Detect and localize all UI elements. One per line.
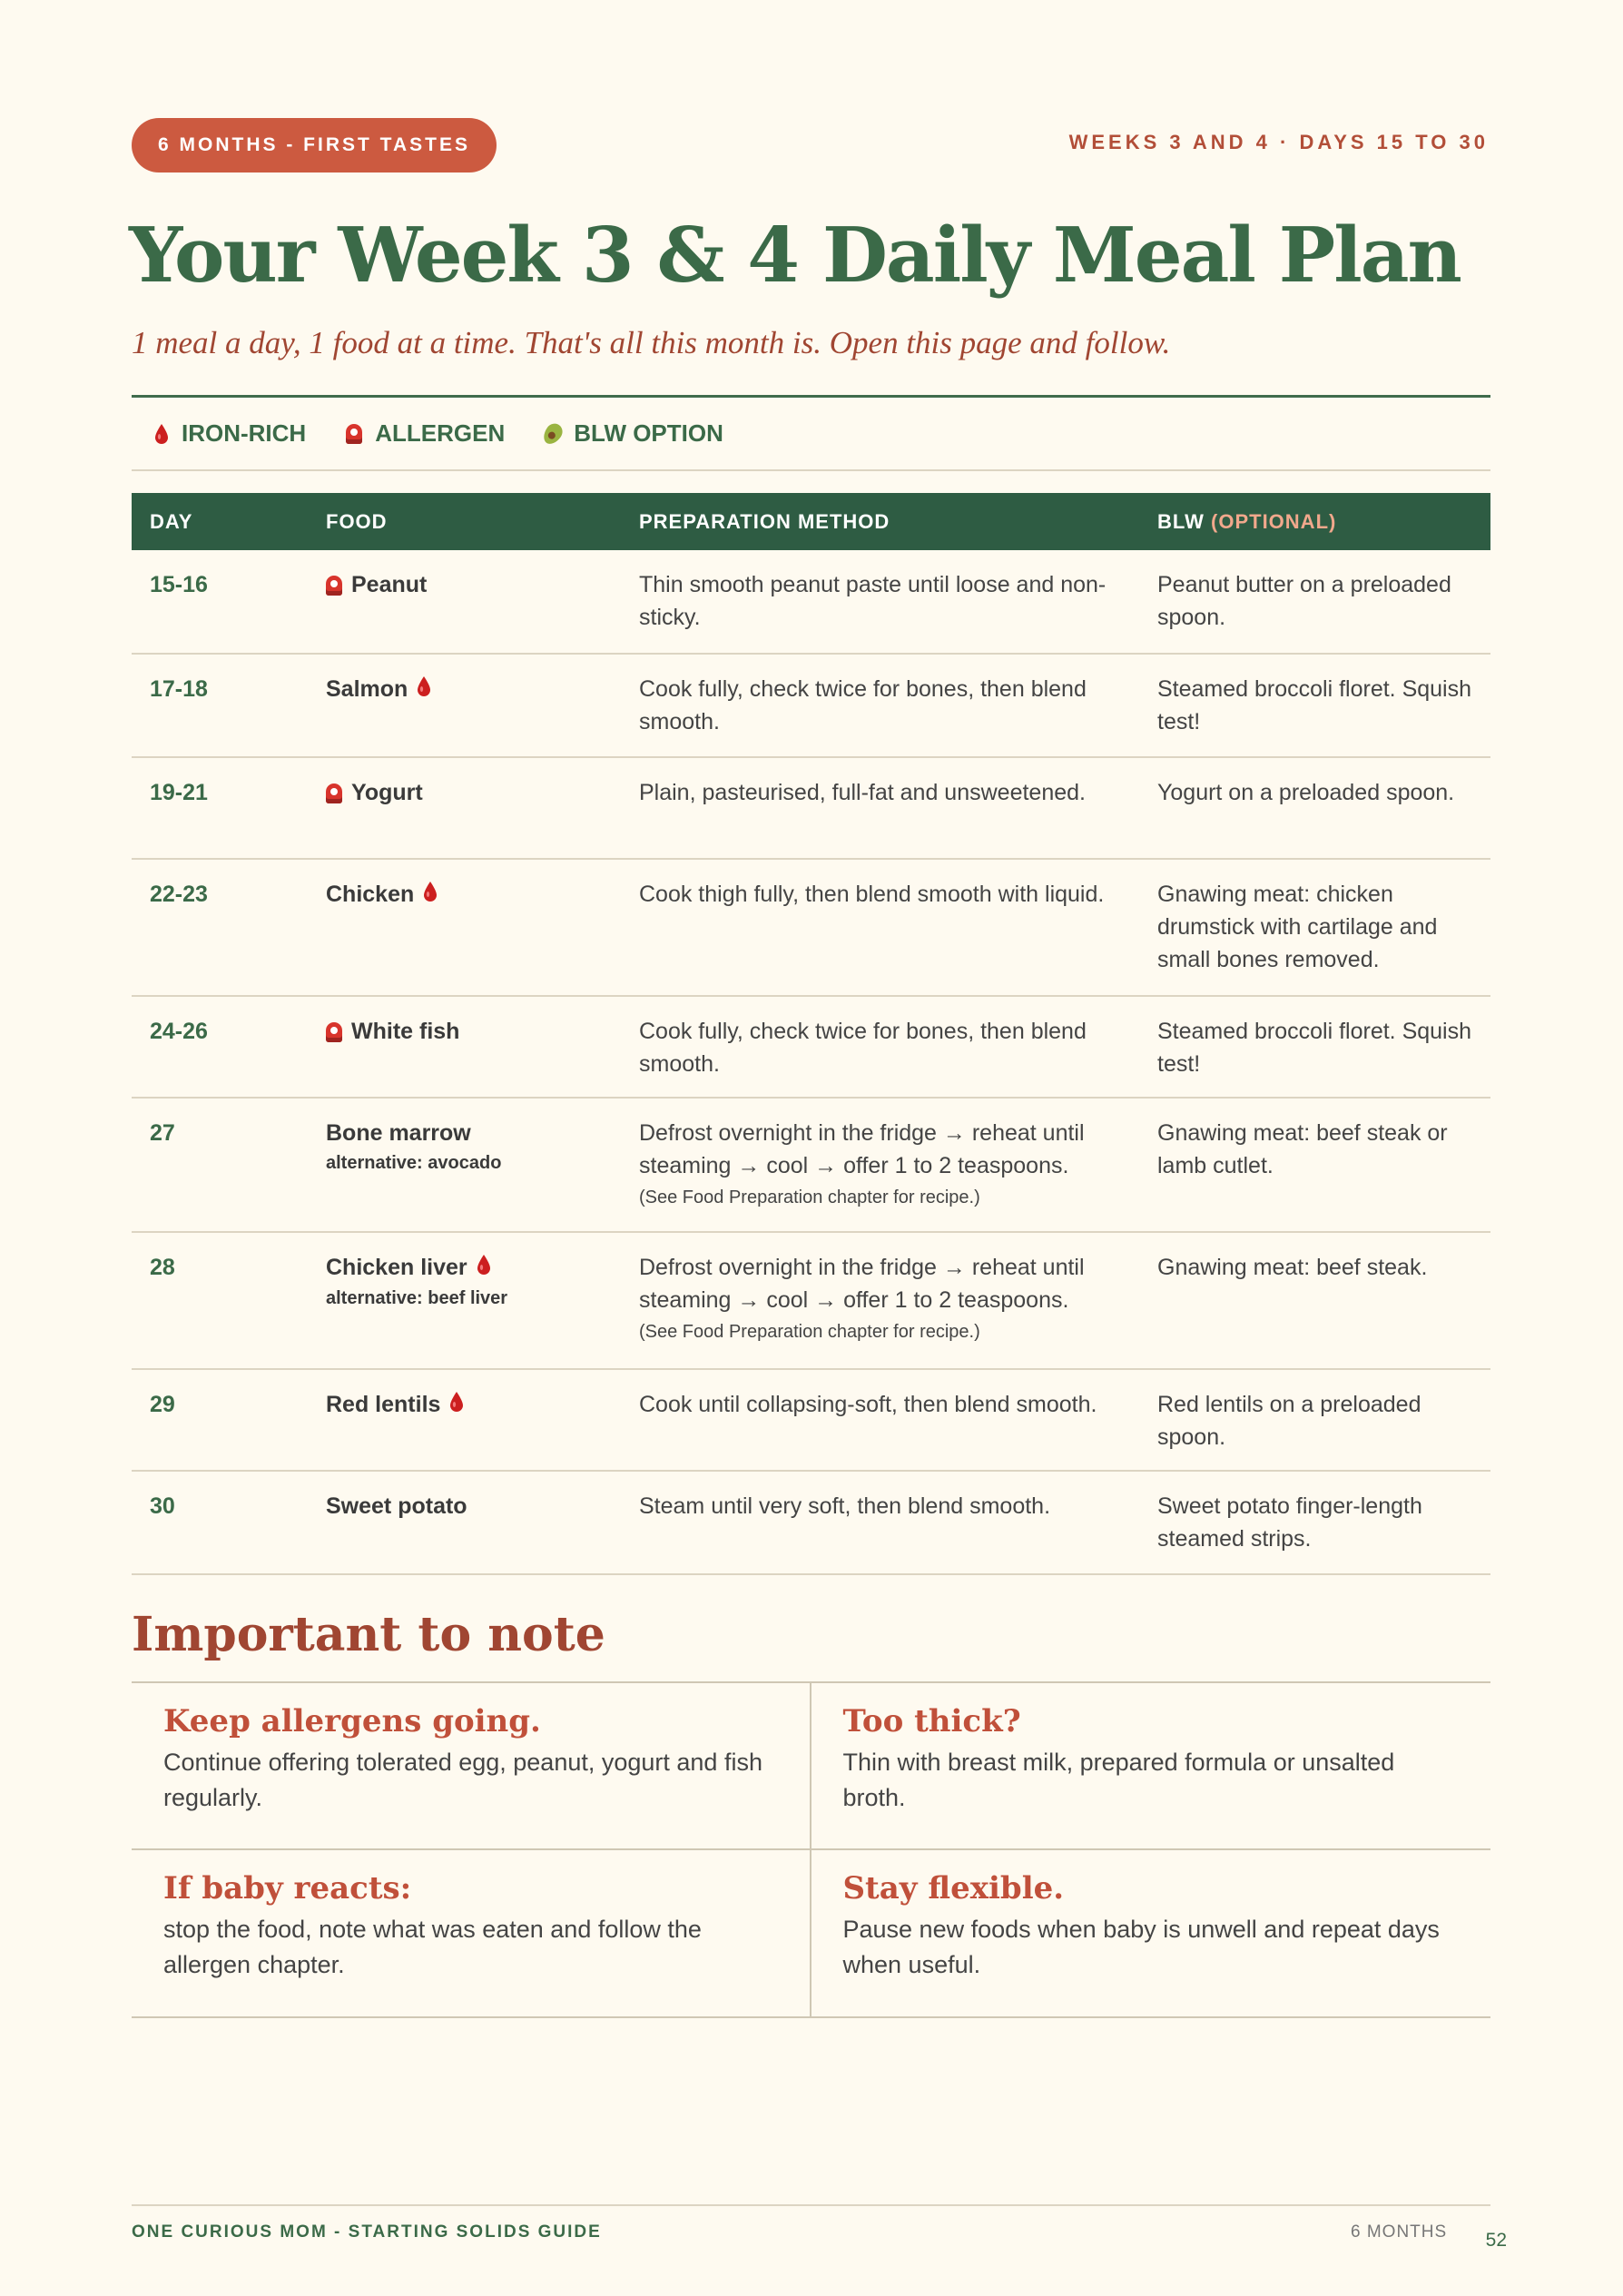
- siren-icon: [326, 783, 342, 803]
- prep-text: Defrost overnight in the fridge → reheat until steaming → cool → offer 1 to 2 teaspoons.: [639, 1120, 1085, 1178]
- note-card: [132, 1683, 812, 1850]
- food-cell: [308, 550, 621, 654]
- food-cell: [308, 654, 621, 757]
- siren-icon: [326, 1022, 342, 1042]
- food-name: Sweet potato: [326, 1493, 467, 1519]
- table-row: [132, 1471, 1490, 1574]
- prep-cell: [621, 859, 1139, 996]
- blw-cell: Steamed broccoli floret. Squish test!: [1139, 996, 1490, 1098]
- prep-cell: [621, 1369, 1139, 1471]
- section-badge: 6 MONTHS - FIRST TASTES: [132, 118, 497, 172]
- meal-plan-table: [132, 493, 1490, 1575]
- prep-note: (See Food Preparation chapter for recipe.): [639, 1322, 980, 1342]
- food-name: Peanut: [351, 572, 428, 597]
- prep-note: (See Food Preparation chapter for recipe.): [639, 1187, 980, 1207]
- note-card: [812, 1850, 1491, 2017]
- legend-divider: [132, 469, 1490, 471]
- day-cell: 17-18: [132, 654, 308, 757]
- weeks-label: WEEKS 3 AND 4 · DAYS 15 TO 30: [1068, 131, 1489, 153]
- food-cell: [308, 1471, 621, 1574]
- blood-drop-icon: [417, 674, 431, 706]
- top-divider: [132, 395, 1490, 398]
- day-cell: 27: [132, 1098, 308, 1232]
- prep-cell: [621, 1098, 1139, 1232]
- prep-text: Cook fully, check twice for bones, then blend smooth.: [639, 676, 1087, 734]
- food-cell: [308, 859, 621, 996]
- food-name: White fish: [351, 1019, 460, 1044]
- page-title: Your Week 3 & 4 Daily Meal Plan: [129, 211, 1461, 300]
- siren-icon: [326, 576, 342, 596]
- blw-cell: Yogurt on a preloaded spoon.: [1139, 757, 1490, 859]
- legend: [154, 419, 723, 448]
- header-food: FOOD: [308, 493, 621, 550]
- prep-cell: [621, 1471, 1139, 1574]
- table-row: [132, 550, 1490, 654]
- note-body: Thin with breast milk, prepared formula or unsalted broth.: [842, 1749, 1395, 1811]
- legend-iron-rich: [154, 419, 306, 448]
- day-cell: 22-23: [132, 859, 308, 996]
- food-alternative: alternative: avocado: [326, 1153, 502, 1173]
- food-name: Yogurt: [351, 780, 423, 805]
- note-body: Pause new foods when baby is unwell and repeat days when useful.: [842, 1915, 1440, 1978]
- blw-cell: Gnawing meat: beef steak.: [1139, 1232, 1490, 1369]
- notes-grid: [132, 1681, 1490, 2018]
- header-blw-optional: (OPTIONAL): [1211, 509, 1337, 533]
- table-row: [132, 1098, 1490, 1232]
- note-title: Keep allergens going.: [163, 1703, 541, 1739]
- prep-cell: [621, 757, 1139, 859]
- day-cell: 24-26: [132, 996, 308, 1098]
- blood-drop-icon: [477, 1252, 491, 1285]
- note-title: Too thick?: [842, 1703, 1021, 1739]
- blood-drop-icon: [449, 1389, 464, 1422]
- page-subtitle: 1 meal a day, 1 food at a time. That's all this month is. Open this page and follow.: [132, 325, 1171, 360]
- legend-allergen: [346, 419, 505, 448]
- note-title: If baby reacts:: [163, 1869, 412, 1907]
- day-cell: 29: [132, 1369, 308, 1471]
- food-cell: [308, 1369, 621, 1471]
- food-cell: [308, 1232, 621, 1369]
- food-name: Red lentils: [326, 1392, 441, 1417]
- siren-icon: [346, 424, 362, 444]
- legend-label: BLW OPTION: [574, 419, 723, 447]
- footer-guide-title: ONE CURIOUS MOM - STARTING SOLIDS GUIDE: [132, 2222, 602, 2242]
- blw-cell: Gnawing meat: chicken drumstick with cartilage and small bones removed.: [1139, 859, 1490, 996]
- prep-cell: [621, 550, 1139, 654]
- prep-cell: [621, 1232, 1139, 1369]
- prep-text: Steam until very soft, then blend smooth.: [639, 1493, 1051, 1519]
- important-title: Important to note: [132, 1607, 605, 1662]
- header-blw-label: BLW: [1157, 509, 1205, 533]
- table-row: [132, 1232, 1490, 1369]
- header-day: DAY: [132, 493, 308, 550]
- avocado-icon: [540, 420, 566, 448]
- blw-cell: Peanut butter on a preloaded spoon.: [1139, 550, 1490, 654]
- prep-text: Cook thigh fully, then blend smooth with liquid.: [639, 882, 1105, 907]
- table-row: [132, 757, 1490, 859]
- table-row: [132, 859, 1490, 996]
- day-cell: 19-21: [132, 757, 308, 859]
- blw-cell: Gnawing meat: beef steak or lamb cutlet.: [1139, 1098, 1490, 1232]
- note-title: Stay flexible.: [842, 1869, 1065, 1907]
- table-row: [132, 1369, 1490, 1471]
- blw-cell: Red lentils on a preloaded spoon.: [1139, 1369, 1490, 1471]
- prep-text: Thin smooth peanut paste until loose and non-sticky.: [639, 572, 1107, 630]
- prep-cell: [621, 654, 1139, 757]
- prep-cell: [621, 996, 1139, 1098]
- blood-drop-icon: [154, 423, 169, 445]
- header-blw: [1139, 493, 1490, 550]
- note-body: stop the food, note what was eaten and follow the allergen chapter.: [163, 1915, 702, 1978]
- table-row: [132, 654, 1490, 757]
- legend-label: ALLERGEN: [375, 419, 506, 447]
- food-cell: [308, 996, 621, 1098]
- prep-text: Defrost overnight in the fridge → reheat until steaming → cool → offer 1 to 2 teaspoons.: [639, 1255, 1085, 1313]
- legend-blw-option: [545, 419, 723, 448]
- food-name: Chicken: [326, 882, 415, 907]
- footer-section: 6 MONTHS: [1351, 2222, 1448, 2242]
- page-number: 52: [1485, 2230, 1507, 2251]
- blw-cell: Steamed broccoli floret. Squish test!: [1139, 654, 1490, 757]
- food-name: Bone marrow: [326, 1120, 471, 1146]
- table-row: [132, 996, 1490, 1098]
- day-cell: 28: [132, 1232, 308, 1369]
- day-cell: 30: [132, 1471, 308, 1574]
- header-prep: PREPARATION METHOD: [621, 493, 1139, 550]
- table-header-row: [132, 493, 1490, 550]
- prep-text: Cook until collapsing-soft, then blend smooth.: [639, 1392, 1097, 1417]
- note-card: [812, 1683, 1491, 1850]
- food-cell: [308, 1098, 621, 1232]
- note-card: [132, 1850, 812, 2017]
- prep-text: Cook fully, check twice for bones, then blend smooth.: [639, 1019, 1087, 1077]
- prep-text: Plain, pasteurised, full-fat and unsweetened.: [639, 780, 1086, 805]
- day-cell: 15-16: [132, 550, 308, 654]
- food-name: Salmon: [326, 676, 408, 702]
- food-name: Chicken liver: [326, 1255, 467, 1280]
- note-body: Continue offering tolerated egg, peanut, yogurt and fish regularly.: [163, 1749, 762, 1811]
- food-cell: [308, 757, 621, 859]
- food-alternative: alternative: beef liver: [326, 1288, 508, 1309]
- blw-cell: Sweet potato finger-length steamed strips.: [1139, 1471, 1490, 1574]
- legend-label: IRON-RICH: [182, 419, 307, 447]
- blood-drop-icon: [423, 879, 438, 912]
- footer-divider: [132, 2204, 1490, 2206]
